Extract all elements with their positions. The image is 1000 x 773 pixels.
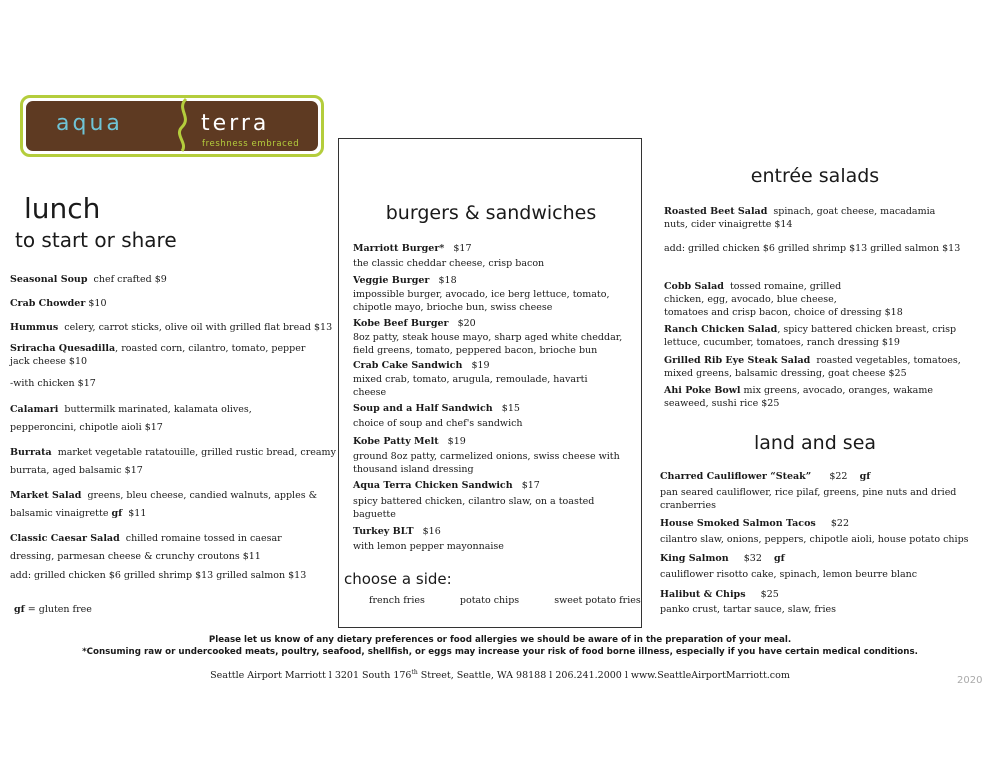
menu-item: add: grilled chicken $6 grilled shrimp $13 grilled salmon $13 <box>10 570 307 581</box>
logo-swirl-icon <box>174 97 194 153</box>
menu-item-desc: impossible burger, avocado, ice berg lettuce, tomato, chipotle mayo, brioche bun, swiss cheese <box>353 289 610 313</box>
menu-item: Crab Chowder $10 <box>10 298 107 309</box>
menu-item: Calamari buttermilk marinated, kalamata olives, pepperoncini, chipotle aioli $17 <box>10 404 252 433</box>
menu-item: Burrata market vegetable ratatouille, grilled rustic bread, creamy burrata, aged balsamic $17 <box>10 447 336 476</box>
footer-address: Seattle Airport Marriott l 3201 South 176th Street, Seattle, WA 98188 l 206.241.2000 l www.SeattleAirportMarriott.com <box>210 669 790 682</box>
menu-item: Market Salad greens, bleu cheese, candied walnuts, apples & balsamic vinaigrette gf $11 <box>10 490 318 519</box>
menu-item-desc: the classic cheddar cheese, crisp bacon <box>353 258 545 269</box>
side-option: french fries <box>369 595 425 606</box>
land-sea-title: land and sea <box>753 432 877 454</box>
side-option: sweet potato fries <box>554 595 641 606</box>
menu-item: Cobb Salad tossed romaine, grilled chicken, egg, avocado, blue cheese, tomatoes and crisp bacon, choice of dressing $18 <box>664 281 903 318</box>
menu-item-desc: with lemon pepper mayonnaise <box>353 541 504 552</box>
gluten-free-note: gf = gluten free <box>14 604 92 615</box>
menu-item: -with chicken $17 <box>10 378 96 389</box>
menu-item: King Salmon $32 gf <box>660 553 785 564</box>
menu-item: Veggie Burger $18 <box>353 275 457 286</box>
menu-item: Ranch Chicken Salad, spicy battered chicken breast, crisp lettuce, cucumber, tomatoes, ranch dressing $19 <box>664 324 957 348</box>
start-share-title: to start or share <box>15 228 177 252</box>
choose-side-title: choose a side: <box>344 570 452 588</box>
raw-food-warning: *Consuming raw or undercooked meats, poultry, seafood, shellfish, or eggs may increase your risk of food borne illness, especially if you have certain medical conditions. <box>82 647 918 657</box>
menu-item-desc: pan seared cauliflower, rice pilaf, greens, pine nuts and dried cranberries <box>660 487 957 511</box>
menu-item: Grilled Rib Eye Steak Salad roasted vegetables, tomatoes, mixed greens, balsamic dressing, goat cheese $25 <box>664 355 961 379</box>
menu-item: Charred Cauliflower “Steak” $22 gf <box>660 471 871 482</box>
menu-item: Turkey BLT $16 <box>353 526 441 537</box>
menu-item: Hummus celery, carrot sticks, olive oil with grilled flat bread $13 <box>10 322 333 333</box>
menu-item: add: grilled chicken $6 grilled shrimp $13 grilled salmon $13 <box>664 243 961 254</box>
logo-word-aqua: aqua <box>56 111 123 136</box>
menu-item: Roasted Beet Salad spinach, goat cheese, macadamia nuts, cider vinaigrette $14 <box>664 206 936 230</box>
menu-item-desc: cilantro slaw, onions, peppers, chipotle aioli, house potato chips <box>660 534 969 545</box>
menu-item: Soup and a Half Sandwich $15 <box>353 403 520 414</box>
logo-panel <box>26 101 318 151</box>
lunch-title: lunch <box>24 192 101 225</box>
menu-item-desc: mixed crab, tomato, arugula, remoulade, havarti cheese <box>353 374 588 398</box>
menu-item: Marriott Burger* $17 <box>353 243 472 254</box>
logo <box>20 95 324 157</box>
burgers-title: burgers & sandwiches <box>385 202 597 224</box>
menu-item-desc: panko crust, tartar sauce, slaw, fries <box>660 604 836 615</box>
menu-item: Kobe Beef Burger $20 <box>353 318 476 329</box>
menu-item: Kobe Patty Melt $19 <box>353 436 466 447</box>
menu-item: Seasonal Soup chef crafted $9 <box>10 274 167 285</box>
menu-item-desc: spicy battered chicken, cilantro slaw, on a toasted baguette <box>353 496 595 520</box>
menu-item: Halibut & Chips $25 <box>660 589 779 600</box>
logo-word-terra: terra <box>201 111 270 136</box>
menu-item-desc: 8oz patty, steak house mayo, sharp aged white cheddar, field greens, tomato, peppered bacon, brioche bun <box>353 332 623 356</box>
allergy-notice: Please let us know of any dietary preferences or food allergies we should be aware of in the preparation of your meal. <box>208 635 792 645</box>
menu-item: Classic Caesar Salad chilled romaine tossed in caesar dressing, parmesan cheese & crunchy croutons $11 <box>10 533 282 562</box>
menu-item-desc: ground 8oz patty, carmelized onions, swiss cheese with thousand island dressing <box>353 451 620 475</box>
menu-item-desc: cauliflower risotto cake, spinach, lemon beurre blanc <box>660 569 918 580</box>
menu-item-desc: choice of soup and chef's sandwich <box>353 418 523 429</box>
menu-item: Crab Cake Sandwich $19 <box>353 360 490 371</box>
logo-tagline: freshness embraced <box>202 139 300 149</box>
menu-item: House Smoked Salmon Tacos $22 <box>660 518 850 529</box>
year-label: 2020 <box>957 675 983 686</box>
menu-item: Sriracha Quesadilla, roasted corn, cilantro, tomato, pepper jack cheese $10 <box>10 343 306 367</box>
side-options <box>369 595 673 606</box>
menu-item: Ahi Poke Bowl mix greens, avocado, oranges, wakame seaweed, sushi rice $25 <box>664 385 933 409</box>
entree-salads-title: entrée salads <box>750 165 880 187</box>
menu-item: Aqua Terra Chicken Sandwich $17 <box>353 480 540 491</box>
side-option: potato chips <box>459 595 520 606</box>
